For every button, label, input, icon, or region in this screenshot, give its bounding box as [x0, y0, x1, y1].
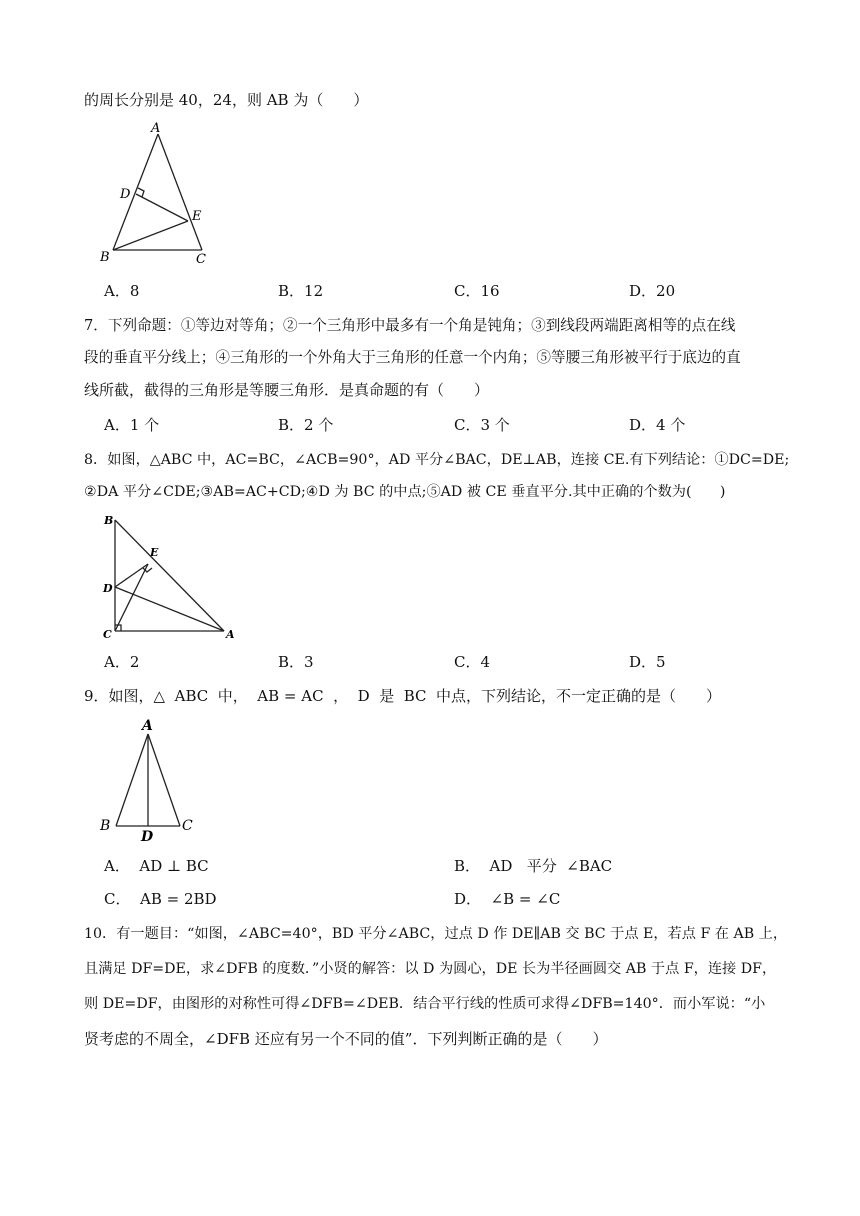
q6-label-e: E: [192, 209, 202, 224]
q9-option-b[interactable]: B． AD 平分 ∠BAC: [454, 857, 613, 875]
q8-option-b[interactable]: B．3: [278, 653, 314, 671]
q9-figure: [96, 716, 206, 842]
q6-figure: [96, 118, 216, 268]
q8-segment-ce: [115, 564, 148, 631]
q7-stem-line-1: 7．下列命题：①等边对等角；②一个三角形中最多有一个角是钝角；③到线段两端距离相等的点在线: [84, 317, 736, 334]
q9-side-ac: [148, 734, 180, 826]
q7-option-c[interactable]: C．3 个: [454, 416, 510, 434]
q8-figure: [98, 512, 244, 642]
q9-label-c: C: [182, 818, 193, 834]
q10-stem-line-2: 且满足 DF=DE，求∠DFB 的度数．”小贤的解答：以 D 为圆心，DE 长为半径画圆交 AB 于点 F，连接 DF，: [84, 961, 777, 977]
q9-option-c[interactable]: C． AB = 2BD: [104, 890, 217, 908]
q8-label-c: C: [103, 628, 112, 641]
q8-stem-line-2: ②DA 平分∠CDE;③AB=AC+CD;④D 为 BC 的中点;⑤AD 被 CE 垂直平分.其中正确的个数为( ): [84, 484, 726, 500]
q8-segment-ad: [115, 587, 224, 631]
q7-stem-line-2: 段的垂直平分线上；④三角形的一个外角大于三角形的任意一个内角；⑤等腰三角形被平行于底边的直: [84, 349, 741, 366]
q9-label-d: D: [141, 829, 154, 842]
q8-stem-line-1: 8．如图，△ABC 中，AC=BC，∠ACB=90°，AD 平分∠BAC，DE⊥AB，连接 CE.有下列结论：①DC=DE;: [84, 452, 790, 468]
q6-label-d: D: [120, 187, 131, 202]
q10-stem-line-4: 贤考虑的不周全，∠DFB 还应有另一个不同的值”．下列判断正确的是（ ）: [84, 1030, 608, 1048]
q9-label-a: A: [142, 718, 153, 734]
q6-option-d[interactable]: D．20: [629, 282, 676, 300]
q7-option-b[interactable]: B．2 个: [278, 416, 334, 434]
q6-segment-de: [136, 194, 188, 221]
q8-label-a: A: [226, 628, 235, 641]
q6-option-a[interactable]: A．8: [104, 282, 140, 300]
q10-stem-line-1: 10．有一题目：“如图，∠ABC=40°，BD 平分∠ABC，过点 D 作 DE∥AB 交 BC 于点 E，若点 F 在 AB 上，: [84, 926, 788, 942]
q6-segment-be: [113, 221, 188, 250]
q8-label-b: B: [104, 514, 114, 527]
q9-side-ab: [116, 734, 148, 826]
q7-option-d[interactable]: D．4 个: [629, 416, 686, 434]
q8-label-d: D: [103, 582, 113, 595]
q6-label-c: C: [196, 252, 206, 267]
q8-label-e: E: [150, 546, 159, 559]
q6-label-b: B: [100, 250, 110, 265]
q9-stem: 9．如图，△ ABC 中， AB = AC ， D 是 BC 中点，下列结论，不一定正确的是（ ）: [84, 687, 722, 705]
q7-option-a[interactable]: A．1 个: [104, 416, 160, 434]
q9-option-d[interactable]: D． ∠B = ∠C: [454, 890, 561, 908]
q10-stem-line-3: 则 DE=DF，由图形的对称性可得∠DFB=∠DEB．结合平行线的性质可求得∠DFB=140°．而小军说：“小: [84, 996, 766, 1012]
q6-option-c[interactable]: C．16: [454, 282, 500, 300]
q7-stem-line-3: 线所截，截得的三角形是等腰三角形．是真命题的有（ ）: [84, 381, 490, 399]
q6-label-a: A: [151, 121, 161, 136]
q6-side-ac: [158, 134, 202, 250]
q9-label-b: B: [100, 818, 111, 834]
q6-option-b[interactable]: B．12: [278, 282, 324, 300]
q8-option-a[interactable]: A．2: [104, 653, 140, 671]
q6-stem: 的周长分别是 40，24，则 AB 为（ ）: [84, 91, 369, 109]
q8-option-d[interactable]: D．5: [629, 653, 666, 671]
q8-option-c[interactable]: C．4: [454, 653, 491, 671]
q9-option-a[interactable]: A． AD ⊥ BC: [104, 857, 209, 875]
